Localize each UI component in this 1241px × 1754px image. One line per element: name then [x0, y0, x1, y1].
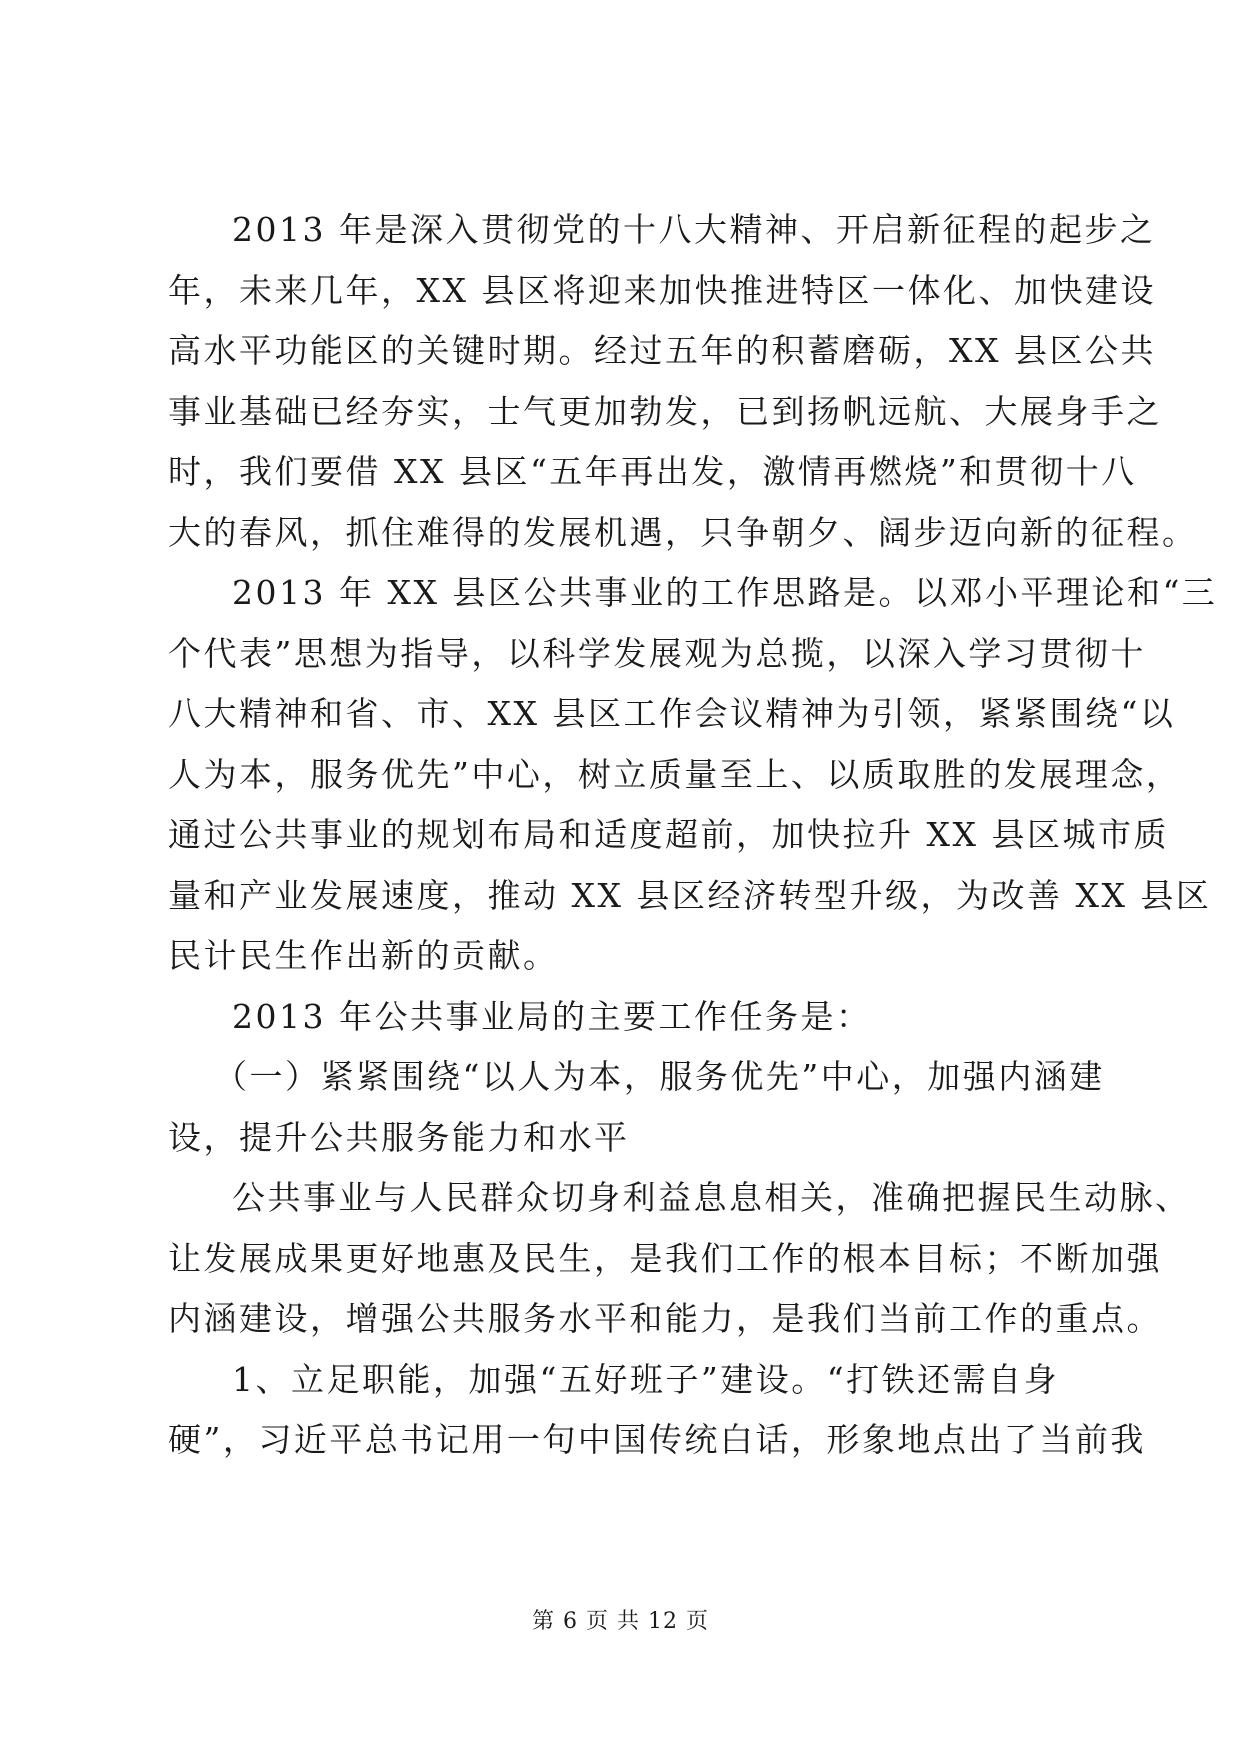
paragraph-line: 八大精神和省、市、XX 县区工作会议精神为引领，紧紧围绕“以: [168, 694, 1176, 733]
paragraph-line: 民计民生作出新的贡献。: [168, 936, 559, 975]
paragraph-line: 年，未来几年，XX 县区将迎来加快推进特区一体化、加快建设: [168, 270, 1156, 310]
section-heading-line: （一）紧紧围绕“以人为本，服务优先”中心，加强内涵建: [214, 1057, 1105, 1096]
paragraph-line: 事业基础已经夯实，士气更加勃发，已到扬帆远航、大展身手之: [168, 391, 1162, 431]
paragraph-line: 让发展成果更好地惠及民生，是我们工作的根本目标；不断加强: [168, 1238, 1162, 1278]
paragraph-line: 量和产业发展速度，推动 XX 县区经济转型升级，为改善 XX 县区: [168, 875, 1212, 915]
paragraph-line: 2013 年公共事业局的主要工作任务是：: [232, 996, 872, 1036]
paragraph-line: 1、立足职能，加强“五好班子”建设。“打铁还需自身: [232, 1359, 1060, 1399]
section-heading-line: 设，提升公共服务能力和水平: [168, 1117, 630, 1157]
page-number-footer: 第 6 页 共 12 页: [532, 1609, 709, 1634]
paragraph-line: 个代表”思想为指导，以科学发展观为总揽，以深入学习贯彻十: [168, 633, 1146, 673]
paragraph-line: 硬”，习近平总书记用一句中国传统白话，形象地点出了当前我: [168, 1420, 1146, 1459]
paragraph-line: 时，我们要借 XX 县区“五年再出发，激情再燃烧”和贯彻十八: [168, 452, 1137, 491]
paragraph-line: 高水平功能区的关键时期。经过五年的积蓄磨砺，XX 县区公共: [168, 331, 1156, 370]
paragraph-line: 通过公共事业的规划布局和适度超前，加快拉升 XX 县区城市质: [168, 815, 1169, 854]
document-body: [168, 200, 1218, 1471]
paragraph-line: 人为本，服务优先”中心，树立质量至上、以质取胜的发展理念，: [168, 754, 1182, 794]
paragraph-line: 2013 年是深入贯彻党的十八大精神、开启新征程的起步之: [232, 210, 1156, 249]
paragraph-line: 公共事业与人民群众切身利益息息相关，准确把握民生动脉、: [232, 1178, 1191, 1217]
paragraph-line: 2013 年 XX 县区公共事业的工作思路是。以邓小平理论和“三: [232, 573, 1218, 612]
paragraph-line: 大的春风，抓住难得的发展机遇，只争朝夕、阔步迈向新的征程。: [168, 512, 1198, 552]
paragraph-line: 内涵建设，增强公共服务水平和能力，是我们当前工作的重点。: [168, 1299, 1162, 1338]
